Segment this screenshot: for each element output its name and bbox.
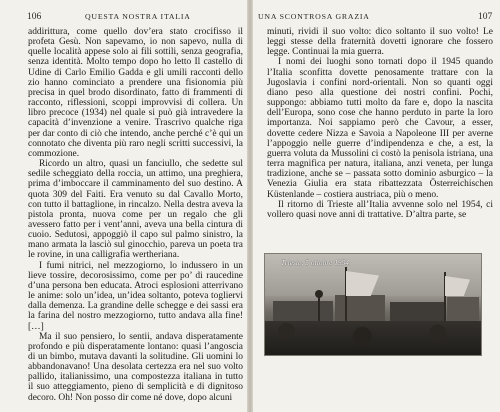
left-page-text [28,27,243,403]
right-paragraph-1: minuti, rividi il suo volto: dico soltanto il suo volto! Le leggi stesse della fraternità dovetti ignorare che fossero legge. Continuai la mia guerra. [267,27,493,58]
left-paragraph-3: I fumi nitrici, nel mezzogiorno, lo indussero in un lieve tossire, decorosissimo, come per po’ di raucedine d’una persona ben educata. Atroci esplosioni atterrivano le anime: solo un’idea, un’idea soltanto, poteva togliervi dalla demenza. La grandine delle schegge e dei sassi era la farina del nostro mezzogiorno, tutto andava alla fine! […] [28,260,243,332]
trieste-photo [264,253,482,356]
crowd [265,321,481,355]
right-page-number: 107 [478,12,493,22]
right-page-text [267,27,493,220]
left-page-number: 106 [27,12,42,22]
photo-caption: Trieste, 5 ottobre 1954 [281,259,350,267]
right-paragraph-3: Il ritorno di Trieste all’Italia avvenne solo nel 1954, ci vollero quasi nove anni di trattative. D’altra parte, se [267,199,493,220]
left-page-header: QUESTA NOSTRA ITALIA [85,12,191,21]
right-paragraph-2: I nomi dei luoghi sono tornati dopo il 1945 quando l’Italia sconfitta dovette penosamente trattare con la Jugoslavia i confini nord-orientali. Non so quanti oggi diano peso alla questione dei nostri confini. Pochi, suppongo: abbiamo tutti molto da fare e, dopo la nascita dell’Europa, sono cose che hanno perduto in parte la loro importanza. Noi sappiamo però che Cavour, a esser, dovette cedere Nizza e Savoia a Napoleone III per averne l’appoggio nelle guerre d’indipendenza e che, a est, la guerra voluta da Mussolini ci costò la penisola istriana, una terra magnifica per natura, italiana, anzi veneta, per lunga tradizione, anche se – passata sotto dominio asburgico – la Venezia Giulia era stata ribattezzata Österreichischen Küstenlande – costiera austriaca, più o meno. [267,57,493,200]
left-paragraph-2: Ricordo un altro, quasi un fanciullo, che sedette sul sedile scheggiato della roccia, un attimo, una preghiera, prima d’imboccare il camminamento del suo destino. A quota 309 del Faiti. Era venuto su dal Cavallo Morto, con tutto il battaglione, in rincalzo. Nella destra aveva la pistola pronta, nuova come per un regalo che gli avessero fatto per i vent’anni, aveva una bella cintura di cuoio. Sedutosi, appoggiò il capo sul palmo sinistro, la mano armata la lasciò sul ginocchio, pareva un poeta tra le rovine, in una calligrafia wertheriana. [28,159,243,261]
left-paragraph-4: Ma il suo pensiero, lo sentii, andava disperatamente profondo e più disperatamente lontano: quasi l’angoscia di un bimbo, mutava davanti la solitudine. Gli uomini lo abbandonavano! Una desolata certezza era nel suo volto pallido, italianissimo, una compostezza italiana in tutto il suo atteggiamento, pieno di semplicità e di dignitoso decoro. Oh! Non posso dir come né dove, dopo alcuni [28,331,243,403]
left-page [0,0,247,412]
left-paragraph-1: addirittura, come quello dov’era stato crocifisso il profeta Gesù. Non sapevamo, io non sapevo, nulla di quelle località appese solo ai fili sottili, senza geografia, senza identità. Molto tempo dopo ho letto Il castello di Udine di Carlo Emilio Gadda e gli umili racconti dello zio hanno cominciato a prendere una fisionomia più precisa in quel brodo disordinato, fatto di frammenti di racconto, riflessioni, scoppi improvvisi di collera. Un libro precoce (1934) nel quale si può già intravedere la capacità d’invenzione a venire. Trascrivo qualche riga per dar conto di ciò che intendo, anche perché c’è qui un connotato che diventa più raro negli scritti successivi, la commozione. [28,27,243,159]
right-page-header: UNA SCONTROSA GRAZIA [258,12,370,21]
